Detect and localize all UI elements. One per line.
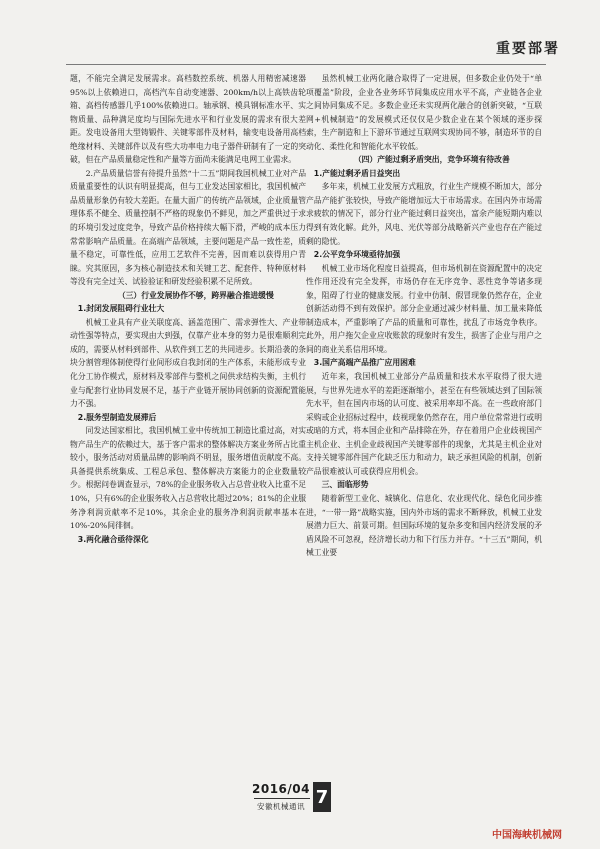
paragraph: 题，不能完全满足发展需求。高档数控系统、机器人用精密减速器95%以上依赖进口，高档汽车自动变速器、200km/h以上高铁齿轮箱、高档传感器几乎100%依赖进口。轴承钢、模具钢标准水平、实物质量、品种满足度均与国际先进水平和行业发展的需求有很大差距。发电设备用大型铸锻件、关键零部件及材料，输变电设备用高档绝缘材料、关键部件以及有些大功率电力电子器件研制有了一定的突破，但在产品质量稳定性和产量等方面尚未能满足电网工业需求。 — [70, 74, 306, 165]
paragraph: 机械工业市场化程度日益提高，但市场机制在资源配置中的决定性作用还没有完全发挥，市场仍存在无序竞争、恶性竞争等诸多现象，阻碍了行业的健康发展。行业中仿制、假冒现象仍然存在，企业创新活动得不到有效保护。部分企业通过减少材料量、加工量来降低制造成本，严重影响了产品的质量和可靠性，扰乱了市场竞争秩序。此外，用户拖欠企业应收账款的现象时有发生，损害了企业与用户之间的商业关系信用环境。 — [306, 263, 542, 354]
watermark: 中国海峡机械网 — [492, 830, 562, 841]
right-column — [306, 72, 542, 560]
journal-name: 安徽机械通讯 — [257, 802, 305, 811]
paragraph: 2.产品质量信誉有待提升虽然“十二五”期间我国机械工业对产品质量重要性的认识有明显提高，但与工业发达国家相比，我国机械产品质量形象仍有较大差距。在量大面广的传统产品领域，企业质量管理体系不健全、质量控制不严格的现象仍不鲜见，加之严重供过于求的环境引发过度竞争，导致产品价格持续大幅下滑，严峻的成本压力常常影响产品质量。在高端产品领域，主要问题是产品一致性差，质量不稳定，可靠性低，应用工艺软件不完善，因而难以获得用户青睐。究其原因，多为核心制造技术和关键工艺、配套件、特种原材料等没有完全过关、试验验证和研发经验积累不足所致。 — [70, 168, 306, 287]
paragraph: 随着新型工业化、城镇化、信息化、农业现代化、绿色化同步推进，“一带一路”战略实施，国内外市场的需求不断释放，机械工业发展潜力巨大、前景可期。但国际环境的复杂多变和国内经济发展的矛盾风险不可忽视，经济增长动力和下行压力并存。“十三五”期间，机械工业要 — [306, 493, 542, 558]
paragraph: 近年来，我国机械工业部分产品质量和技术水平取得了很大进展，与世界先进水平的差距逐渐缩小，甚至在有些领域达到了国际领先水平，但在国内市场的认可度、被采用率却不高。在一些政府部门采购或企业招标过程中，歧视现象仍然存在，用户单位常常进行或明或暗的方式，将本国企业和产品排除在外，存在着用户企业歧视国产主机企业、主机企业歧视国产关键零部件的现象，尤其是主机企业对支持关键零部件国产化缺乏压力和动力，缺乏承担风险的机制，创新产品很难被认可或获得应用机会。 — [306, 372, 542, 476]
paragraph: 虽然机械工业两化融合取得了一定进展，但多数企业仍处于“单项覆盖”阶段，企业各业务环节间集成应用水平不高，产业链各企业之间协同集成不足。多数企业还未实现两化融合的创新突破，“互联网+机械制造”的发展模式还仅仅是少数企业在某个领域的逐步探索，生产制造和上下游环节通过互联网实现协同不够，制造环节的自动化、柔性化和智能化水平较低。 — [306, 74, 542, 151]
paragraph: 机械工业具有产业关联度高、涵盖范围广、需求弹性大、产业带动性强等特点，要实现由大到强，仅靠产业本身的努力是很难顺利完成的，需要从材料到部件、从软件到工艺的共同进步。长期沿袭的条块分割管理体制使得行业间形成自我封闭的生产体系，未能形成专业化分工协作模式，原材料及零部件与整机之间供求结构失衡，主机行业与配套行业协同发展不足，基于产业链开展协同创新的资源配置能力不强。 — [70, 317, 306, 409]
item-heading: 2.服务型制造发展滞后 — [77, 412, 157, 422]
left-column — [70, 72, 306, 546]
item-heading: 1.封闭发展阻碍行业壮大 — [77, 304, 165, 314]
issue-number: 2016/04 — [252, 782, 310, 796]
section-header: 重要部署 — [496, 41, 560, 57]
item-heading: 1.产能过剩矛盾日益突出 — [313, 168, 401, 178]
item-heading: 2.公平竞争环境亟待加强 — [313, 250, 401, 260]
header-rule — [66, 64, 546, 65]
item-heading: 3.国产高端产品推广应用困难 — [313, 358, 416, 368]
subsection-heading: （三）行业发展协作不够，跨界融合推进缓慢 — [117, 290, 274, 300]
footer-rule — [254, 798, 310, 799]
paragraph: 多年来，机械工业发展方式粗放，行业生产规模不断加大，部分产品产能扩张较快，导致产能增加远大于市场需求。在国内外市场需求疲软的情况下，部分行业产能过剩日益突出，富余产能短期内难以得到有效化解。此外，风电、光伏等部分战略新兴产业也存在产能过剩的隐忧。 — [306, 182, 542, 246]
section-heading: 三、面临形势 — [321, 480, 369, 490]
page-number: 7 — [313, 782, 331, 812]
item-heading: 3.两化融合亟待深化 — [77, 534, 149, 544]
page-footer — [250, 782, 340, 818]
subsection-heading: （四）产能过剩矛盾突出，竞争环境有待改善 — [353, 155, 510, 165]
paragraph: 同发达国家相比，我国机械工业中传统加工制造比重过高，对实物产品生产的依赖过大，基于客户需求的整体解决方案业务所占比重较小，服务活动对质量品牌的影响尚不明显，服务增值贡献度不高。具备提供系统集成、工程总承包、整体解决方案能力的企业数量较少。根据问卷调查显示，78%的企业服务收入占总营业收入比重不足10%，只有6%的企业服务收入占总营收比超过20%；81%的企业服务净利润贡献率不足10%，其余企业的服务净利润贡献率基本在10%-20%间徘徊。 — [70, 426, 306, 531]
